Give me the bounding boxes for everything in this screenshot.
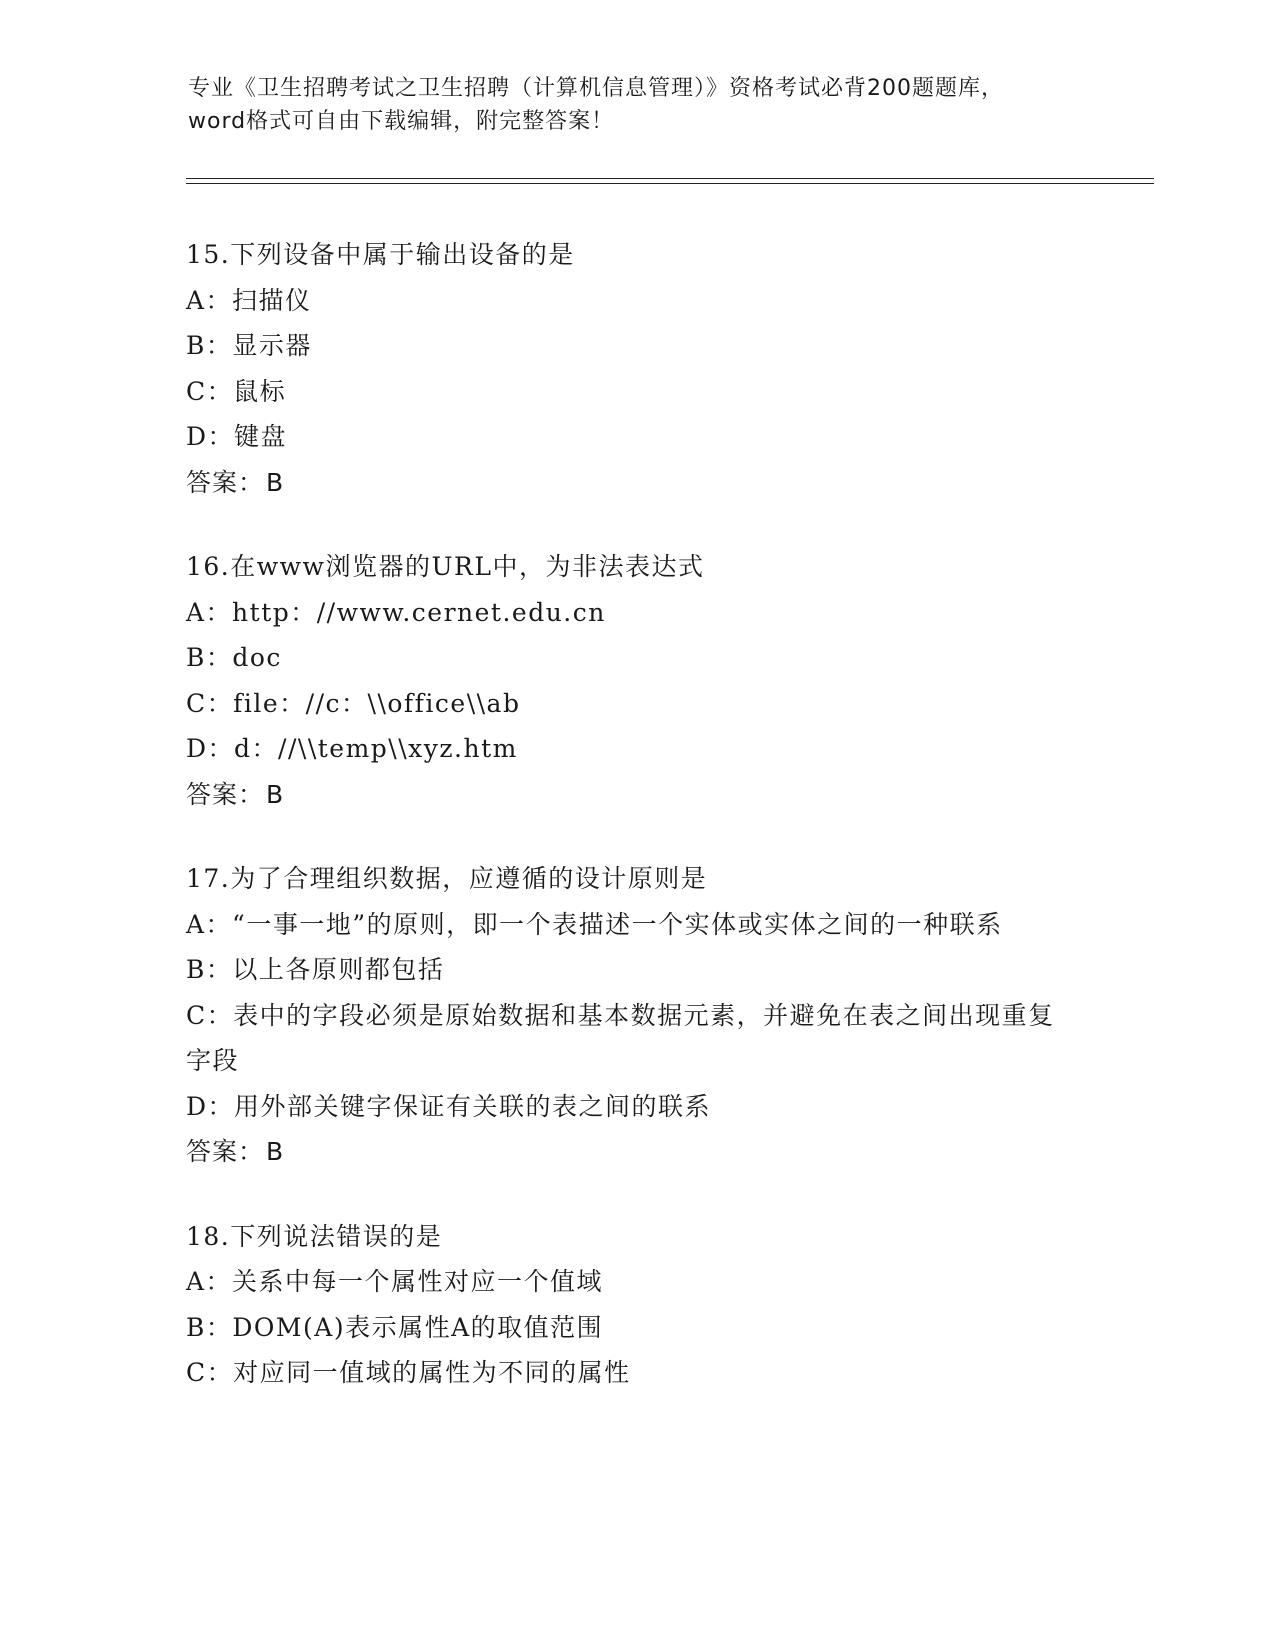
option-a: A：“一事一地”的原则，即一个表描述一个实体或实体之间的一种联系 — [186, 909, 1003, 939]
header-title-line-1: 专业《卫生招聘考试之卫生招聘（计算机信息管理）》资格考试必背200题题库， — [188, 76, 1004, 101]
answer-line — [186, 460, 1086, 506]
option-d: D：用外部关键字保证有关联的表之间的联系 — [186, 1091, 712, 1121]
option-a: A：http：//www.cernet.edu.cn — [186, 597, 606, 627]
question-stem: 17.为了合理组织数据，应遵循的设计原则是 — [186, 864, 708, 893]
answer-value: B — [266, 467, 285, 497]
option-b: B：以上各原则都包括 — [186, 955, 445, 984]
answer-line — [186, 1129, 1086, 1175]
option-d: D：d：//\\temp\\xyz.htm — [186, 734, 518, 763]
header-title-line-2: word格式可自由下载编辑，附完整答案！ — [188, 109, 615, 134]
option-c: C：对应同一值域的属性为不同的属性 — [186, 1358, 631, 1387]
option-d: D：键盘 — [186, 422, 288, 451]
option-b: B：doc — [186, 643, 282, 672]
question-16 — [186, 544, 1086, 817]
question-stem: 15.下列设备中属于输出设备的是 — [186, 240, 575, 269]
option-b: B：显示器 — [186, 331, 312, 360]
header-divider-top — [186, 178, 1154, 179]
answer-line — [186, 772, 1086, 818]
option-a: A：关系中每一个属性对应一个值域 — [186, 1267, 604, 1296]
answer-value: B — [266, 779, 285, 809]
question-15 — [186, 232, 1086, 505]
question-stem: 18.下列说法错误的是 — [186, 1221, 443, 1251]
answer-value: B — [266, 1137, 285, 1166]
header-divider-bottom — [186, 183, 1154, 184]
answer-label: 答案： — [186, 1137, 265, 1166]
document-header — [188, 72, 1088, 138]
option-b: B：DOM(A)表示属性A的取值范围 — [186, 1312, 604, 1342]
question-list — [186, 232, 1086, 1435]
question-17 — [186, 856, 1086, 1175]
option-a: A：扫描仪 — [186, 285, 312, 315]
answer-label: 答案： — [186, 779, 265, 809]
question-stem: 16.在www浏览器的URL中，为非法表达式 — [186, 552, 705, 581]
option-c: C：表中的字段必须是原始数据和基本数据元素，并避免在表之间出现重复字段 — [186, 1000, 1055, 1075]
option-c: C：file：//c：\\office\\ab — [186, 688, 521, 718]
answer-label: 答案： — [186, 467, 265, 497]
option-c: C：鼠标 — [186, 376, 287, 406]
question-18 — [186, 1214, 1086, 1396]
